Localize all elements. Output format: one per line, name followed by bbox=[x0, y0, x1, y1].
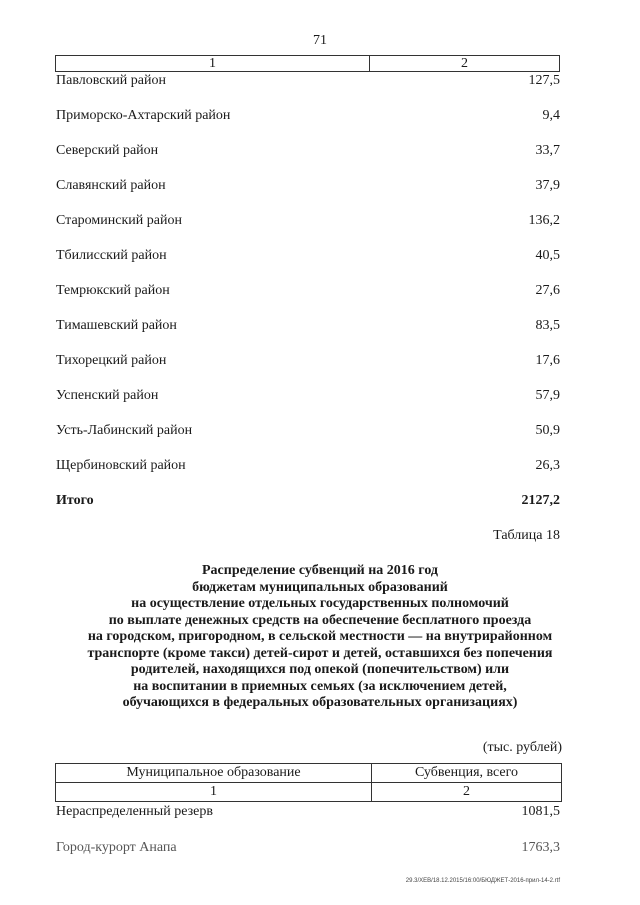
district-value: 57,9 bbox=[535, 388, 560, 403]
heading-line: на воспитании в приемных семьях (за исключением детей, bbox=[133, 678, 507, 694]
total-label: Итого bbox=[56, 493, 94, 508]
district-value: 9,4 bbox=[542, 108, 560, 123]
table-row bbox=[56, 248, 560, 264]
district-name: Приморско-Ахтарский район bbox=[56, 108, 231, 123]
district-value: 83,5 bbox=[535, 318, 560, 333]
district-name: Староминский район bbox=[56, 213, 182, 228]
table-row bbox=[56, 458, 560, 474]
table-row bbox=[56, 143, 560, 159]
table-row bbox=[56, 213, 560, 229]
heading-line: родителей, находящихся под опекой (попечительством) или bbox=[130, 662, 510, 677]
district-name: Тимашевский район bbox=[56, 318, 177, 333]
total-value: 2127,2 bbox=[521, 493, 560, 508]
heading-line: бюджетам муниципальных образований bbox=[192, 579, 448, 595]
table-row bbox=[56, 73, 560, 89]
municipality-name: Город-курорт Анапа bbox=[56, 840, 177, 855]
district-value: 27,6 bbox=[535, 283, 560, 298]
subvention-value: 1081,5 bbox=[521, 804, 560, 819]
column-2-number: 2 bbox=[461, 56, 468, 71]
column-number-1: 1 bbox=[56, 783, 372, 801]
district-name: Щербиновский район bbox=[56, 458, 186, 473]
file-path-footer: 29.3/ХЕВ/18.12.2015/16:00/БЮДЖЕТ-2016-прил-14-2.rtf bbox=[405, 878, 560, 884]
page-number: 71 bbox=[313, 33, 327, 48]
district-value: 127,5 bbox=[528, 73, 560, 88]
district-name: Тбилисский район bbox=[56, 248, 167, 263]
district-name: Темрюкский район bbox=[56, 283, 170, 298]
table-row bbox=[56, 423, 560, 439]
table18-header bbox=[55, 763, 562, 802]
district-name: Славянский район bbox=[56, 178, 166, 193]
column-1-number: 1 bbox=[56, 56, 370, 71]
heading-line: транспорте (кроме такси) детей-сирот и детей, оставшихся без попечения bbox=[87, 645, 553, 661]
district-name: Успенский район bbox=[56, 388, 159, 403]
table-number-label: Таблица 18 bbox=[493, 528, 560, 543]
column-header-municipality: Муниципальное образование bbox=[56, 764, 372, 782]
district-value: 17,6 bbox=[535, 353, 560, 368]
units-label: (тыс. рублей) bbox=[482, 740, 562, 755]
table-row bbox=[56, 178, 560, 194]
total-row bbox=[56, 493, 560, 509]
header-titles-row bbox=[56, 764, 561, 782]
table-row bbox=[56, 283, 560, 299]
heading-line: обучающихся в федеральных образовательных организациях) bbox=[122, 695, 518, 710]
district-value: 26,3 bbox=[535, 458, 560, 473]
district-value: 37,9 bbox=[535, 178, 560, 193]
table-row bbox=[56, 840, 560, 856]
continued-table-header bbox=[55, 55, 560, 72]
municipality-name: Нераспределенный резерв bbox=[56, 804, 213, 819]
district-name: Северский район bbox=[56, 143, 159, 158]
table-row bbox=[56, 353, 560, 369]
table-row bbox=[56, 318, 560, 334]
heading-line: по выплате денежных средств на обеспечение бесплатного проезда bbox=[108, 612, 532, 628]
district-name: Павловский район bbox=[56, 73, 166, 88]
district-value: 136,2 bbox=[528, 213, 560, 228]
header-numbers-row bbox=[56, 782, 561, 801]
column-number-2: 2 bbox=[463, 784, 470, 799]
table-heading bbox=[40, 563, 600, 712]
district-name: Усть-Лабинский район bbox=[56, 423, 193, 438]
table-row bbox=[56, 388, 560, 404]
district-value: 50,9 bbox=[535, 423, 560, 438]
table-row bbox=[56, 108, 560, 124]
subvention-value: 1763,3 bbox=[521, 840, 560, 855]
heading-line: на осуществление отдельных государственных полномочий bbox=[131, 596, 509, 611]
column-header-subvention: Субвенция, всего bbox=[414, 765, 519, 780]
heading-line: Распределение субвенций на 2016 год bbox=[202, 563, 438, 578]
heading-line: на городском, пригородном, в сельской местности — на внутрирайонном bbox=[87, 629, 553, 644]
district-value: 40,5 bbox=[535, 248, 560, 263]
district-name: Тихорецкий район bbox=[56, 353, 167, 368]
district-value: 33,7 bbox=[535, 143, 560, 158]
table-row bbox=[56, 804, 560, 820]
